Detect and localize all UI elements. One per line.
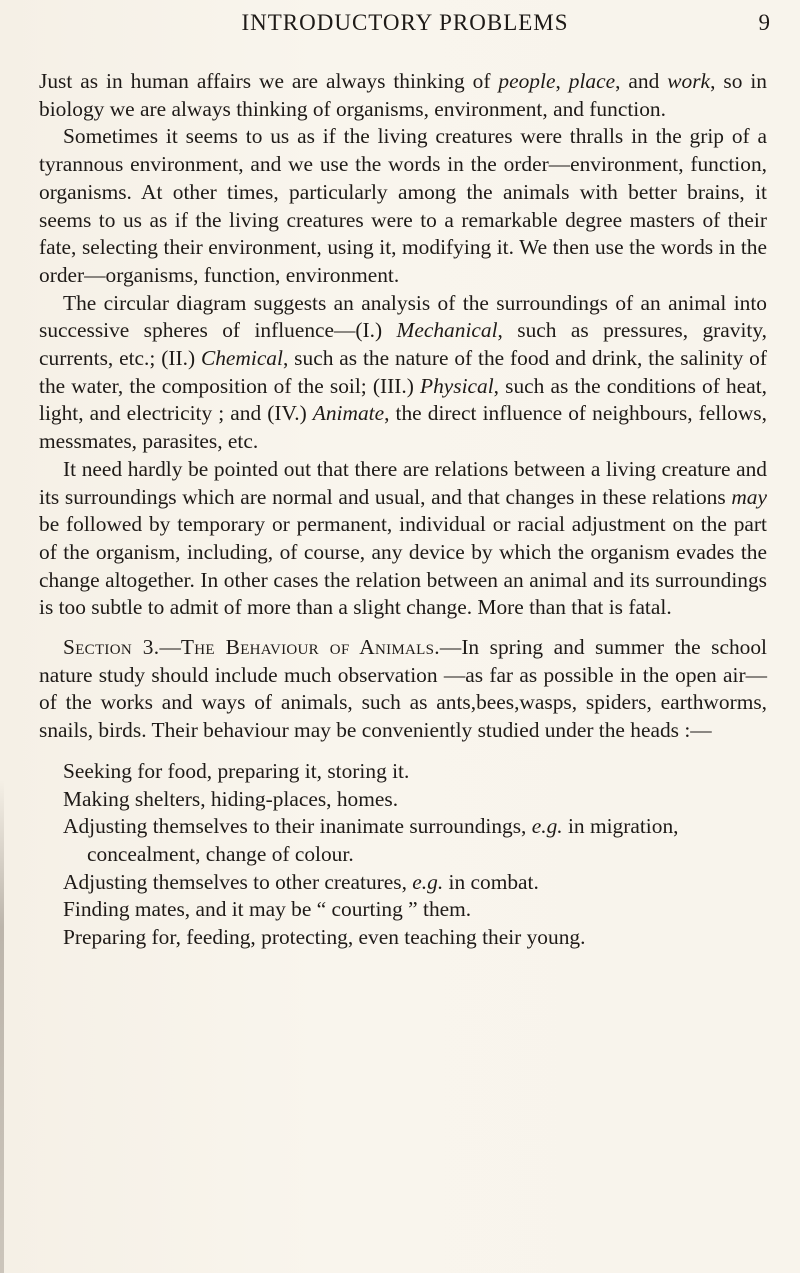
paragraph-spheres: [39, 290, 767, 456]
text-run: —: [439, 635, 462, 660]
text-run: Just as in human affairs we are always thinking of: [39, 69, 499, 93]
page-binding-shadow: [0, 780, 4, 1273]
italic-term: place: [568, 69, 616, 93]
page-number: 9: [758, 10, 770, 35]
italic-term: e.g.: [531, 814, 563, 839]
italic-term: people: [498, 69, 556, 93]
italic-term: may: [731, 484, 767, 509]
text-run: be followed by temporary or permanent, individual or racial adjustment on the part of the organism, including, of course, any device by which the organism evades the change altogether. In other cases the relation between an animal and its surroundings is too subtle to admit of more than a slight change. More than that is fatal.: [39, 512, 767, 620]
list-item: Making shelters, hiding-places, homes.: [63, 786, 399, 811]
italic-term: work: [667, 69, 711, 93]
italic-term: e.g.: [412, 869, 444, 894]
text-run: Adjusting themselves to other creatures,: [63, 869, 413, 894]
text-run: , such as the conditions of heat, light, and electricity ; and (IV.): [39, 373, 767, 426]
list-item: [63, 813, 767, 868]
text-run: in combat.: [443, 869, 539, 894]
section-label: Section 3.: [63, 635, 160, 660]
text-run: in migration, concealment, change of colour.: [87, 814, 679, 866]
text-run: In spring and summer the school nature study should include much observation —as far as possible in the open air—of the works and ways of animals, such as ants,bees,wasps, spiders, earthworms, snails, birds. Their behaviour may be conveniently studied under the heads :—: [39, 635, 767, 743]
running-title: INTRODUCTORY PROBLEMS: [241, 10, 569, 35]
text-run: —: [159, 635, 181, 660]
text-run: It need hardly be pointed out that there are relations between a living creature and its surroundings which are normal and usual, and that changes in these relations: [39, 456, 767, 509]
text-run: , such as the nature of the food and drink, the salinity of the water, the composition of the soil; (III.): [39, 346, 767, 398]
running-header: [40, 6, 770, 46]
section-title: The Behaviour of Animals.: [180, 635, 440, 660]
italic-term: Mechanical: [396, 318, 498, 343]
body-text: [39, 68, 767, 952]
text-run: , and: [615, 69, 668, 93]
list-item: Preparing for, feeding, protecting, even teaching their young.: [63, 925, 586, 950]
text-run: , such as pressures, gravity, currents, etc.; (II.): [39, 318, 767, 371]
paragraph-relations: [39, 456, 767, 622]
paragraph-thralls: Sometimes it seems to us as if the living creatures were thralls in the grip of a tyrannous environment, and we use the words in the order—environment, function, organisms. At other times, particularly among the animals with better brains, it seems to us as if the living creatures were to a remarkable degree masters of their fate, selecting their environment, using it, modifying it. We then use the words in the order—organisms, function, environment.: [39, 124, 767, 287]
paragraph-intro: [39, 68, 767, 123]
italic-term: Animate: [312, 401, 385, 426]
italic-term: Chemical: [200, 346, 283, 371]
text-run: ,: [555, 69, 569, 93]
text-run: Adjusting themselves to their inanimate surroundings,: [63, 814, 532, 839]
list-item: Seeking for food, preparing it, storing it.: [63, 758, 410, 783]
list-item: [63, 869, 767, 897]
italic-term: Physical: [420, 373, 494, 398]
list-item: Finding mates, and it may be “ courting ” them.: [63, 897, 472, 922]
behaviour-list: [39, 758, 767, 952]
text-run: The circular diagram suggests an analysis of the surroundings of an animal into successive spheres of influence—(I.): [39, 290, 767, 343]
text-run: , the direct influence of neighbours, fellows, messmates, parasites, etc.: [39, 401, 767, 454]
section-3-paragraph: [39, 634, 767, 745]
text-run: , so in biology we are always thinking of organisms, environment, and function.: [39, 69, 767, 121]
